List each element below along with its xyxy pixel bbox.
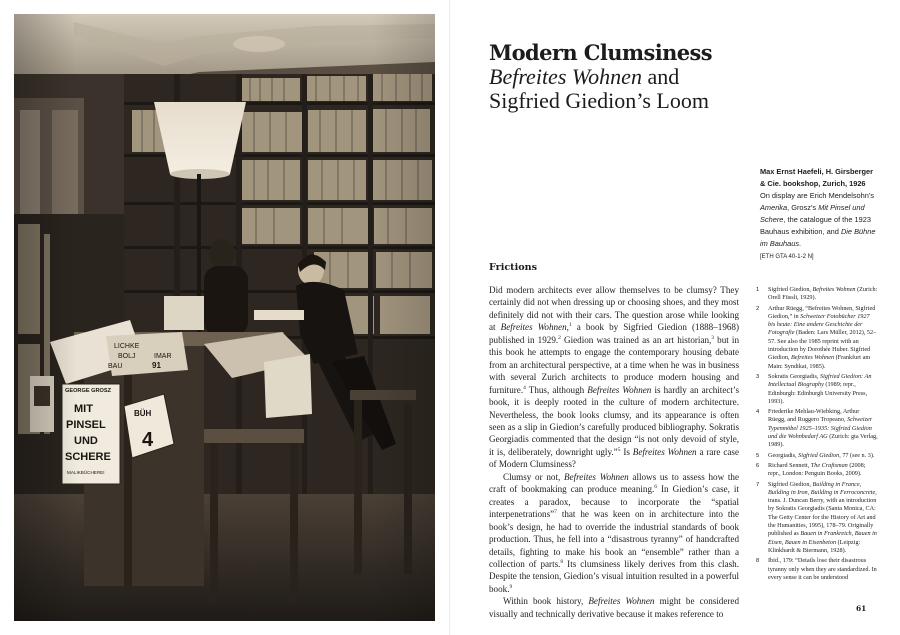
body-text xyxy=(489,284,739,620)
footnote-marker: 5 xyxy=(617,446,621,453)
caption-text xyxy=(760,190,878,250)
italic-title: Befreites Wohnen xyxy=(632,446,697,457)
caption-heading: Max Ernst Haefeli, H. Girsberger & Cie. bookshop, Zurich, 1926 xyxy=(760,167,873,188)
footnote-1 xyxy=(756,286,878,303)
footnote-number: 1 xyxy=(756,287,760,293)
italic-title: Befreites Wohnen xyxy=(791,354,835,362)
footnotes xyxy=(756,286,878,584)
caption-archive-reference: [ETH GTA 40-1-2 N] xyxy=(760,254,814,260)
caption-part: , Grosz’s xyxy=(787,203,819,212)
text-run: (Zurich: gta Verlag, 1989). xyxy=(768,433,878,449)
footnote-number: 4 xyxy=(756,409,760,416)
italic-title: Sigfried Giedion: An Intellectual Biography xyxy=(768,372,872,389)
title-line-3: Sigfried Giedion’s Loom xyxy=(489,88,709,113)
footnote-6 xyxy=(756,462,878,479)
italic-title: Schweizer Fotobücher 1927 bis heute: Eine andere Geschichte der Fotografie xyxy=(768,312,870,337)
footnote-marker: 4 xyxy=(523,384,526,391)
text-run: (Frankfurt am Main: Syndikat, 1985). xyxy=(768,354,871,370)
text-run: , xyxy=(566,322,569,333)
footnote-text xyxy=(768,462,878,479)
caption-part: On display are Erich Mendelsohn’s xyxy=(760,191,875,200)
article-title xyxy=(489,40,869,113)
italic-title: Befreites Wohnen xyxy=(563,471,629,482)
footnote-marker: 9 xyxy=(509,583,513,590)
text-run: allows us to assess how the craft of bookmaking can produce meaning. xyxy=(489,471,739,495)
footnote-text xyxy=(768,557,878,582)
paragraph-3 xyxy=(489,595,739,620)
text-run: might be considered visually and technically derivative because it makes reference to xyxy=(489,596,739,619)
text-run: Within book history, xyxy=(503,596,589,607)
footnote-marker: 7 xyxy=(554,509,557,516)
footnote-marker: 3 xyxy=(711,334,715,341)
footnote-marker: 2 xyxy=(558,334,561,341)
title-book-name: Befreites Wohnen xyxy=(489,64,642,89)
italic-title: Befreites Wohnen xyxy=(812,286,856,293)
text-run: (2008; repr., London: Penguin Books, 2009). xyxy=(768,461,866,478)
footnote-2 xyxy=(756,305,878,371)
text-run: Is xyxy=(620,446,633,457)
italic-title: Sigfried Giedion xyxy=(798,451,840,459)
text-run: (Zurich: Orell Füssli, 1929). xyxy=(768,286,878,302)
italic-title: Befreites Wohnen xyxy=(588,596,655,607)
photo-caption xyxy=(760,166,878,263)
text-run: Its clumsiness likely derives from this clash. Despite the tension, Giedion’s visual intuition resulted in a powerful book. xyxy=(489,558,739,594)
text-run: is hardly an architect’s book, it is deeply rooted in the culture of modern architecture. Nevertheless, the book looks clumsy, and its appearance is often seen as a slip in Giedion’s carefully produced bibliography. Sokratis Georgiadis commented that the design “is not only devoid of style, it is, deliberately, downright ugly.” xyxy=(489,384,739,457)
footnote-5 xyxy=(756,452,878,460)
footnote-number: 6 xyxy=(756,462,760,469)
page-gutter xyxy=(449,0,451,635)
footnote-text xyxy=(768,373,878,406)
footnote-8 xyxy=(756,557,878,582)
paragraph-2 xyxy=(489,471,739,596)
text-run: Did modern architects ever allow themselves to be clumsy? They certainly did not when dressing up or choosing shoes, and they most definitely did not with their cars. The question arose while looking at xyxy=(489,285,739,333)
text-run: Sokratis Georgiadis, xyxy=(768,372,820,380)
text-run: Ibid., 179: “Details lose their disastrous tyranny only when they are standardized. In every sense it can be understood xyxy=(768,557,877,581)
text-run: In Giedion’s case, it creates a paradox, because to incorporate the “spatial interpenetrations” xyxy=(489,484,739,520)
text-run: (1989; repr., Edinburgh: Edinburgh University Press, 1993). xyxy=(768,381,868,405)
text-run: (Baden: Lars Müller, 2012), 52–57. See also the 1985 reprint with an introduction by Dorothée Huber. Sigfried Giedion, xyxy=(768,329,877,362)
text-run: Georgiadis, xyxy=(768,451,799,459)
footnote-4 xyxy=(756,408,878,449)
footnote-number: 2 xyxy=(756,305,760,312)
italic-title: Building in France, Building in Iron, Building in Ferroconcrete xyxy=(768,480,876,496)
text-run: Arthur Rüegg, “Befreites Wohnen, Sigfried Giedion,” in xyxy=(768,304,876,320)
italic-title: The Craftsman xyxy=(810,461,848,469)
text-run: a book by Sigfried Giedion (1888–1968) published in 1929. xyxy=(489,322,739,345)
italic-title: Befreites Wohnen xyxy=(500,322,567,333)
footnote-number: 8 xyxy=(756,558,760,565)
footnote-number: 3 xyxy=(756,373,760,380)
text-run: Thus, although xyxy=(525,384,588,395)
footnote-marker: 6 xyxy=(654,484,658,491)
text-run: (Leipzig: Klinkhardt & Biermann, 1928). xyxy=(768,538,861,554)
caption-title-buehne: Die Bühne im Bauhaus xyxy=(760,227,876,248)
footnote-text xyxy=(768,408,878,449)
footnote-text xyxy=(768,305,878,371)
text-run: , trans. J. Duncan Berry, with an introduction by Sokratis Georgiadis (Santa Monica, CA: The Getty Center for the History of Art and the Humanities, 1995), 178–79. Originally published as xyxy=(768,488,877,538)
footnote-text xyxy=(768,481,878,556)
caption-title-amerika: Amerika xyxy=(760,203,788,212)
footnote-number: 7 xyxy=(756,481,760,488)
italic-title: Schweizer Typenmöbel 1925–1935: Sigfried Giedion und die Wohnbedarf AG xyxy=(768,416,873,441)
caption-part: , the catalogue of the 1923 Bauhaus exhibition, and xyxy=(760,215,871,236)
section-heading: Frictions xyxy=(489,262,538,273)
photo-illustration xyxy=(14,14,435,621)
footnote-marker: 8 xyxy=(560,558,564,565)
caption-title-mit-pinsel: Mit Pinsel und Schere xyxy=(760,203,865,224)
italic-title: Bauen in Frankreich, Bauen in Eisen, Bauen in Eisenbeton xyxy=(768,530,877,546)
title-line-1: Modern Clumsiness xyxy=(489,40,712,65)
text-run: Richard Sennett, xyxy=(768,461,811,469)
italic-title: Befreites Wohnen xyxy=(587,384,652,395)
footnote-3 xyxy=(756,373,878,406)
footnote-text xyxy=(768,452,878,460)
footnote-marker: 1 xyxy=(568,322,572,329)
text-run: Friederike Mehlau-Wiebking, Arthur Rüegg, and Ruggero Tropeano, xyxy=(768,408,860,424)
text-run: Sigfried Giedion, xyxy=(768,286,813,293)
caption-part: . xyxy=(799,239,802,248)
bookshop-photograph xyxy=(14,14,435,621)
paragraph-1 xyxy=(489,284,739,471)
title-line-2 xyxy=(489,65,869,89)
text-run: a rare case of Modern Clumsiness? xyxy=(489,446,739,470)
page-number: 61 xyxy=(856,604,867,613)
text-run: but in this book he attempts to engage the contemporary housing debate from an architectural perspective, at a time when he was in business with several Zurich architects to produce modern housing and furniture. xyxy=(489,334,740,395)
text-run: Giedion was trained as an art historian, xyxy=(560,334,712,345)
text-run: that he was keen on in architecture into the book’s design, he had to override the industrial standards of book production. Thus, he fell into a “disastrous tyranny” of handcrafted details, fighting to make his book an “ensemble” rather than a collection of parts. xyxy=(489,509,739,569)
text-run: Clumsy or not, xyxy=(503,471,564,482)
footnote-number: 5 xyxy=(756,452,760,459)
title-and: and xyxy=(641,64,680,89)
text-run: Sigfried Giedion, xyxy=(768,480,813,488)
footnote-7 xyxy=(756,481,878,556)
text-run: , 77 (see n. 3). xyxy=(839,451,875,459)
footnote-text xyxy=(768,286,878,303)
